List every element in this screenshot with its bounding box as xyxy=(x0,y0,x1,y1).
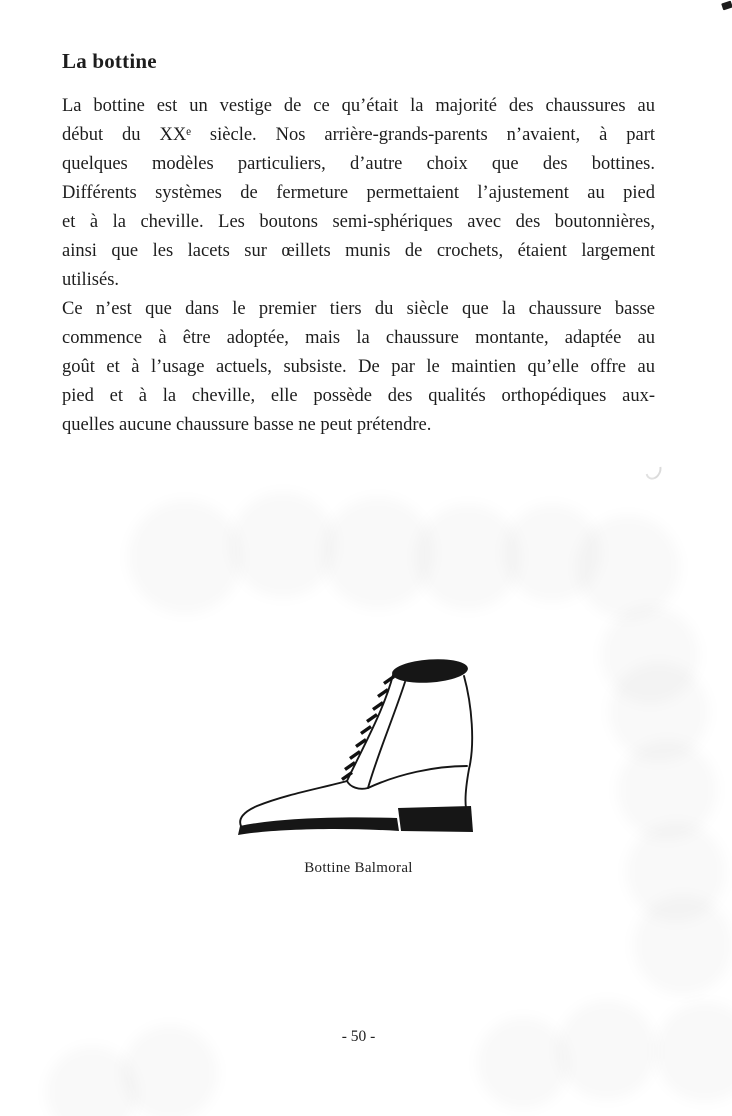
boot-lace-hooks xyxy=(342,677,394,780)
balmoral-boot-illustration xyxy=(235,650,479,846)
scan-artifact-blob xyxy=(557,1000,657,1100)
paragraph1-line: Différents systèmes de fermeture permettaient l’ajustement au pied xyxy=(62,183,655,203)
paragraph1-line: ainsi que les lacets sur œillets munis de crochets, étaient largement xyxy=(62,241,655,261)
scan-artifact-blob xyxy=(633,895,732,995)
paragraph2-line: Ce n’est que dans le premier tiers du siècle que la chaussure basse xyxy=(62,299,655,319)
paragraph1-line: utilisés. xyxy=(62,270,120,290)
scan-artifact-blob xyxy=(655,1002,732,1102)
scan-artifact-blob xyxy=(128,500,242,614)
boot-sole xyxy=(238,817,399,835)
paragraph1-line: et à la cheville. Les boutons semi-sphériques avec des boutonnières, xyxy=(62,212,655,232)
section-title: La bottine xyxy=(62,49,157,73)
paragraph1-line: quelques modèles particuliers, d’autre choix que des bottines. xyxy=(62,154,655,174)
paragraph1-line: La bottine est un vestige de ce qu’était la majorité des chaussures au xyxy=(62,96,655,116)
paragraph2-line: quelles aucune chaussure basse ne peut prétendre. xyxy=(62,415,432,435)
figure-caption: Bottine Balmoral xyxy=(304,860,413,876)
paragraph2-line: commence à être adoptée, mais la chaussure montante, adaptée au xyxy=(62,328,655,348)
page-number: - 50 - xyxy=(341,1028,376,1045)
paragraph2-line: pied et à la cheville, elle possède des qualités orthopédiques aux- xyxy=(62,386,655,406)
scan-corner-mark xyxy=(721,1,732,11)
paragraph2-line: goût et à l’usage actuels, subsiste. De par le maintien qu’elle offre au xyxy=(62,357,655,377)
scan-smudge xyxy=(642,459,664,483)
scan-artifact-blob xyxy=(576,515,680,619)
boot-top-opening xyxy=(391,657,468,685)
boot-heel xyxy=(398,806,473,832)
scan-artifact-blob xyxy=(230,492,336,598)
body-text xyxy=(62,92,655,440)
paragraph1-line: début du XXᵉ siècle. Nos arrière-grands-parents n’avaient, à part xyxy=(62,125,655,145)
